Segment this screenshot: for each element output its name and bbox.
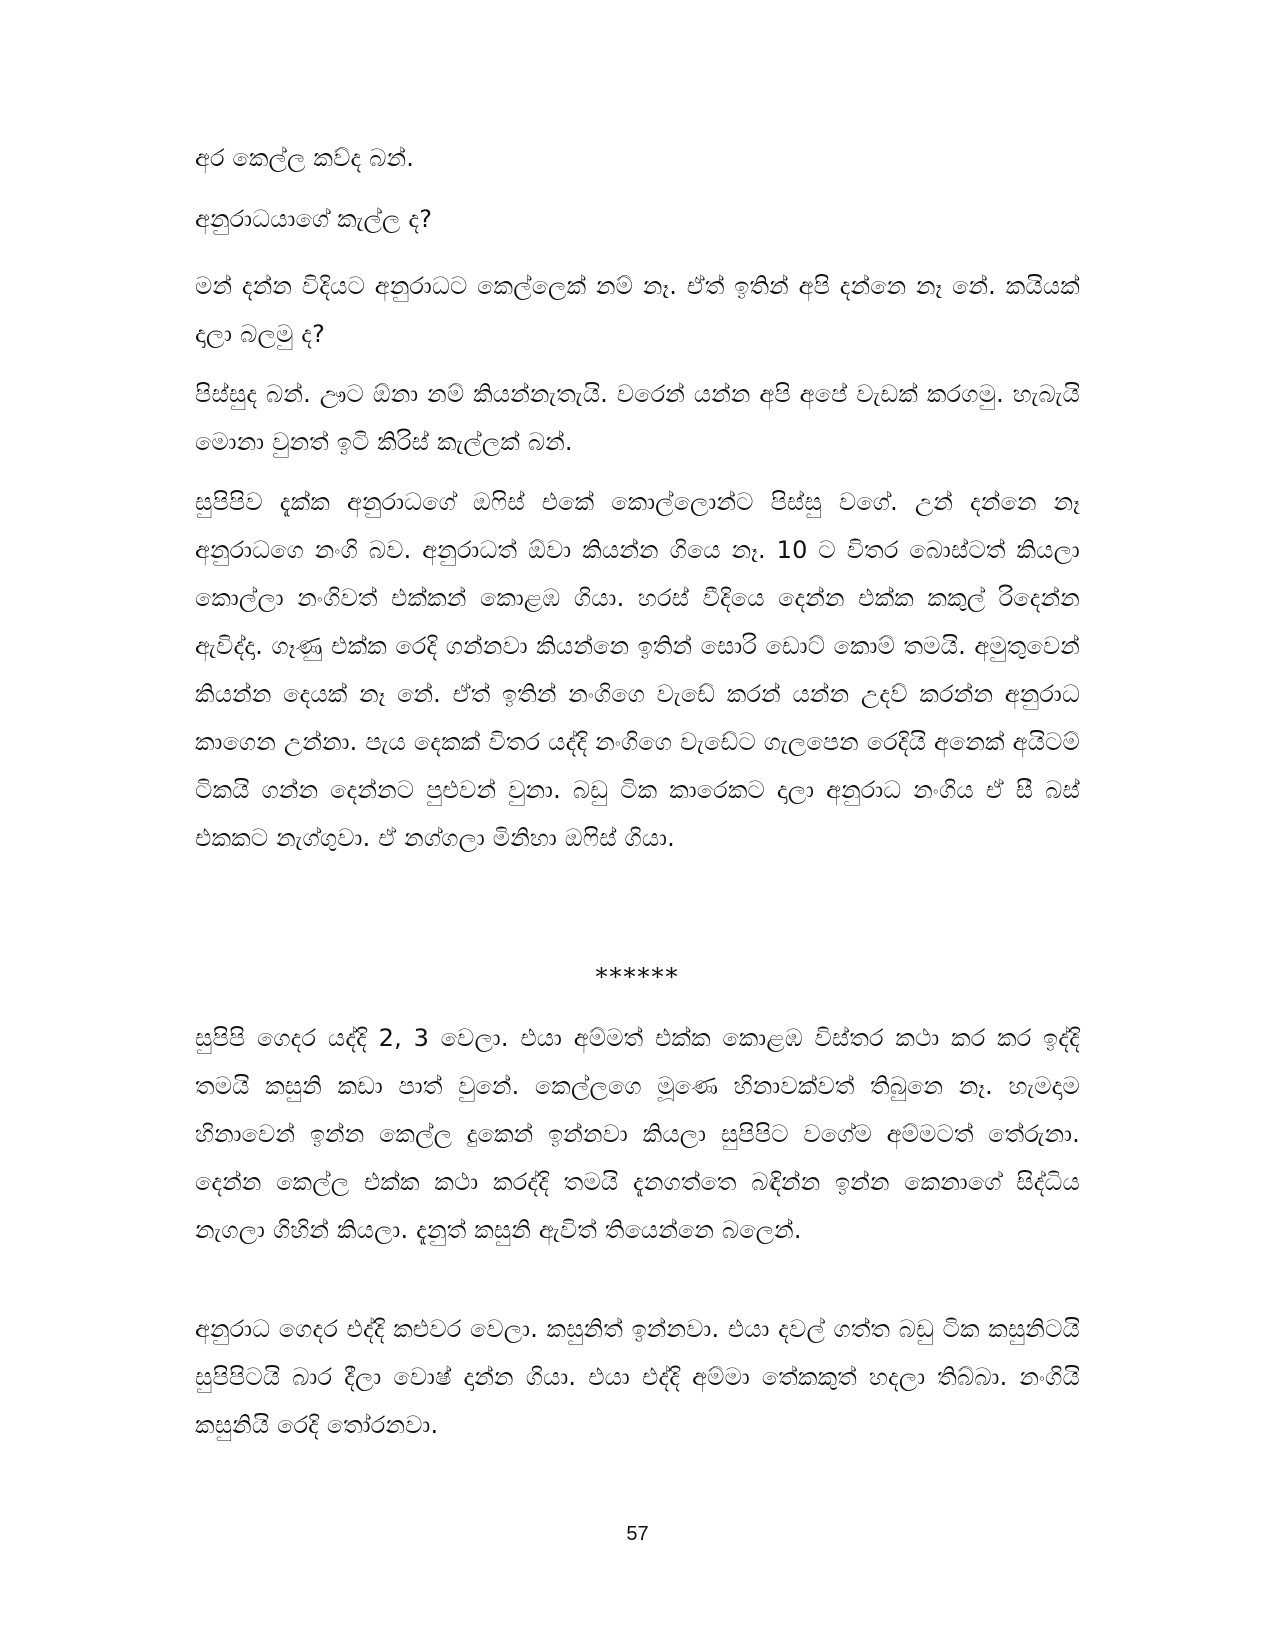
paragraph-4: පිස්සුද බන්. ඌට ඕනා නම් කියන්නැතැයි. වරෙන් යන්න අපි අපේ වැඩක් කරගමු. හැබැයි මොනා වුනත් ඉටි කිරිස් කැල්ලක් බන්. (195, 380, 1080, 456)
paragraph-1: අර කෙල්ල කව්ද බන්. (195, 144, 415, 172)
paragraph-3: මන් දන්න විදියට අනුරාධට කෙල්ලෙක් නම් නෑ. ඒත් ඉතින් අපි දන්නෙ නෑ නේ. කයියක් දාලා බලමු ද? (195, 272, 1080, 348)
paragraph-5: සුපිපිව දැක්ක අනුරාධගේ ඔෆිස් එකේ කොල්ලොන්ට පිස්සු වගේ. උන් දන්නෙ නෑ අනුරාධගෙ නංගි බව. අනුරාධත් ඕවා කියන්න ගියෙ නෑ. 10 ට විතර බොස්ටත් කියලා කොල්ලා නංගිවත් එක්කන් කොළඹ ගියා. හරස් වීදියෙ දෙන්න එක්ක කකුල් රිදෙන්න ඇවිද්දා. ගෑණු එක්ක රෙදි ගන්නවා කියන්නෙ ඉතින් සොරි ඩොට් කොම් තමයි. අමුතුවෙන් කියන්න දෙයක් නෑ නේ. ඒත් ඉතින් නංගිගෙ වැඩේ කරන් යන්න උදව් කරන්න අනුරාධ කාගෙන උන්නා. පැය දෙකක් විතර යද්දි නංගිගෙ වැඩේට ගැලපෙන රෙදියි අනෙක් අයිටම් ටිකයි ගන්න දෙන්නට පුළුවන් වුනා. බඩු ටික කාරෙකට දාලා අනුරාධ නංගිය ඒ සී බස් එකකට නැග්ගුවා. ඒ නග්ගලා මිනිහා ඔෆිස් ගියා. (195, 488, 1080, 852)
section-separator: ****** (595, 963, 680, 991)
paragraph-6: සුපිපි ගෙදර යද්දි 2, 3 වෙලා. එයා අම්මත් එක්ක කොළඹ විස්තර කථා කර කර ඉද්දි තමයි කසුනි කඩා පාත් වුනේ. කෙල්ලගෙ මූණෙ හිනාවක්වත් තිබුනෙ නෑ. හැමදාම හිනාවෙන් ඉන්න කෙල්ල දුකෙන් ඉන්නවා කියලා සුපිපිට වගේම අම්මටත් තේරුනා. දෙන්න කෙල්ල එක්ක කථා කරද්දි තමයි දැනගත්තෙ බඳින්න ඉන්න කෙනාගේ සිද්ධිය නැගලා ගිහින් කියලා. දැනුත් කසුනි ඇවිත් තියෙන්නෙ බලෙන්. (195, 1024, 1080, 1244)
paragraph-7: අනුරාධ ගෙදර එද්දි කළුවර වෙලා. කසුනිත් ඉන්නවා. එයා දවල් ගත්ත බඩු ටික කසුනිටයි සුපිපිටයි බාර දීලා වොෂ් දාන්න ගියා. එයා එද්දි අම්මා තේකකුත් හදලා තිබ්බා. නංගියි කසුනියි රෙදි තෝරනවා. (195, 1315, 1080, 1439)
paragraph-2: අනුරාධයාගේ කැල්ල ද? (195, 205, 433, 233)
page-number: 57 (626, 1523, 649, 1545)
